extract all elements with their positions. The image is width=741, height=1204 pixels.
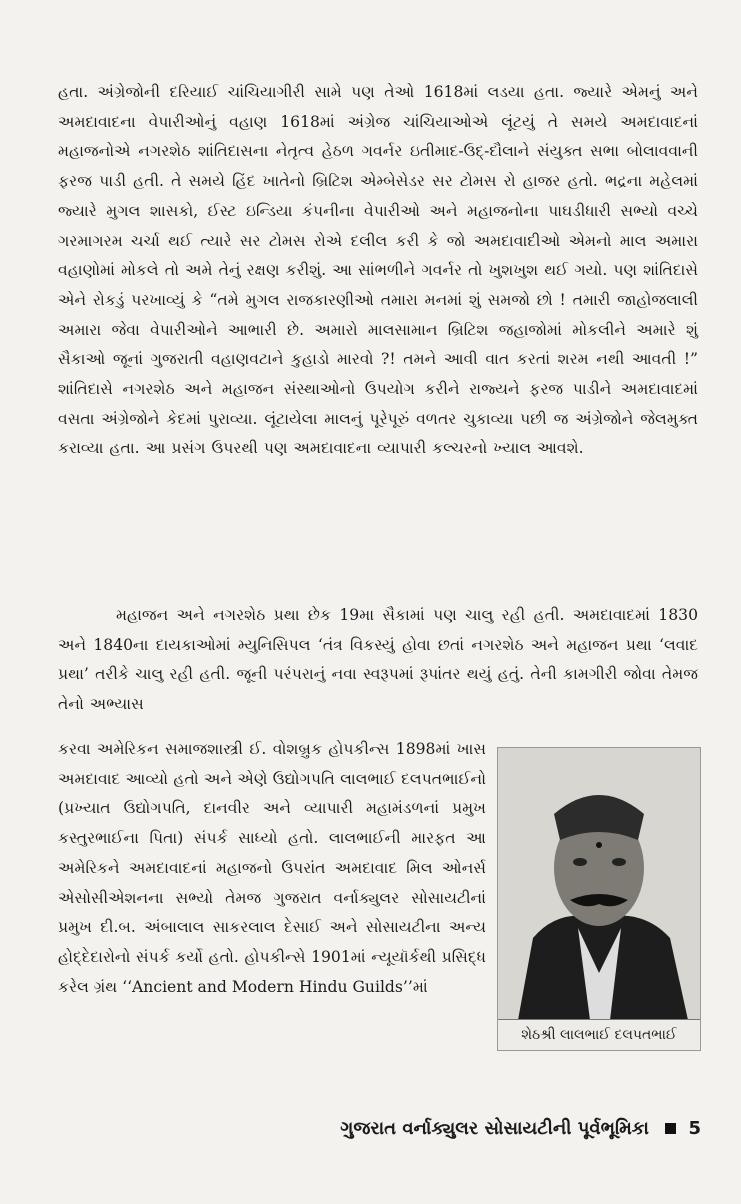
running-footer-title: ગુજરાત વર્નાક્યુલર સોસાયટીની પૂર્વભૂમિકા — [340, 1118, 649, 1139]
portrait-figure — [497, 747, 701, 1051]
portrait-photo — [498, 748, 700, 1020]
portrait-caption: શેઠશ્રી લાલભાઈ દલપતભાઈ — [498, 1019, 700, 1050]
square-bullet-icon — [665, 1123, 676, 1134]
body-paragraph-2: મહાજન અને નગરશેઠ પ્રથા છેક 19મા સૈકામાં પણ ચાલુ રહી હતી. અમદાવાદમાં 1830 અને 1840ના દાયકાઓમાં મ્યુનિસિપલ ‘તંત્ર વિકસ્યું હોવા છતાં નગરશેઠ અને મહાજન પ્રથા ‘લવાદ પ્રથા’ તરીકે ચાલુ રહી હતી. જૂની પરંપરાનું નવા સ્વરૂપમાં રૂપાંતર થયું હતું. તેની કામગીરી જોવા તેમજ તેનો અભ્યાસ — [58, 606, 698, 714]
body-paragraph-3: કરવા અમેરિકન સમાજશાસ્ત્રી ઈ. વોશબ્રુક હોપકીન્સ 1898માં ખાસ અમદાવાદ આવ્યો હતો અને એણે ઉદ્યોગપતિ લાલભાઈ દલપતભાઈનો (પ્રખ્યાત ઉદ્યોગપતિ, દાનવીર અને વ્યાપારી મહામંડળનાં પ્રમુખ કસ્તુરભાઈના પિતા) સંપર્ક સાધ્યો હતો. લાલભાઈની મારફત આ અમેરિકને અમદાવાદનાં મહાજનો ઉપરાંત અમદાવાદ મિલ ઓનર્સ એસોસીએશનના સભ્યો તેમજ ગુજરાત વર્નાક્યુલર સોસાયટીનાં પ્રમુખ દી.બ. અંબાલાલ સાકરલાલ દેસાઈ અને સોસાયટીના અન્ય હોદ્દેદારોનો સંપર્ક કર્યો હતો. હોપકીન્સે 1901માં ન્યૂયૉર્કથી પ્રસિદ્ધ કરેલ ગ્રંથ ‘‘Ancient and Modern Hindu Guilds’’માં — [58, 740, 486, 996]
page-footer — [300, 1118, 701, 1139]
body-paragraph-1: હતા. અંગ્રેજોની દરિયાઈ ચાંચિયાગીરી સામે પણ તેઓ 1618માં લડયા હતા. જ્યારે એમનું અને અમદાવાદના વેપારીઓનું વહાણ 1618માં અંગ્રેજ ચાંચિયાઓએ લૂંટયું તે સમયે અમદાવાદનાં મહાજનોએ નગરશેઠ શાંતિદાસના નેતૃત્વ હેઠળ ગવર્નર ઇતીમાદ-ઉદ્-દૌલાને સંયુક્ત સભા બોલાવવાની ફરજ પાડી હતી. તે સમયે હિંદ ખાતેનો બ્રિટિશ એમ્બેસેડર સર ટોમસ રો હાજર હતો. ભદ્રના મહેલમાં જ્યારે મુગલ શાસકો, ઈસ્ટ ઇન્ડિયા કંપનીના વેપારીઓ અને મહાજનોના પાઘડીધારી સભ્યો વચ્ચે ગરમાગરમ ચર્ચા થઈ ત્યારે સર ટોમસ રોએ દલીલ કરી કે જો અમદાવાદીઓ એમનો માલ અમારા વહાણોમાં મોકલે તો અમે તેનું રક્ષણ કરીશું. આ સાંભળીને ગવર્નર તો ખુશખુશ થઈ ગયો. પણ શાંતિદાસે એને રોકડું પરખાવ્યું કે “તમે મુગલ રાજકારણીઓ તમારા મનમાં શું સમજો છો ! તમારી જાહોજલાલી અમારા જેવા વેપારીઓને આભારી છે. અમારો માલસામાન બ્રિટિશ જહાજોમાં મોકલીને અમારે શું સૈકાઓ જૂનાં ગુજરાતી વહાણવટાને કુહાડો મારવો ?! તમને આવી વાત કરતાં શરમ નથી આવતી !” શાંતિદાસે નગરશેઠ અને મહાજન સંસ્થાઓનો ઉપયોગ કરીને રાજ્યને ફરજ પાડીને અમદાવાદમાં વસતા અંગ્રેજોને કેદમાં પુરાવ્યા. લૂંટાયેલા માલનું પૂરેપૂરું વળતર ચુકાવ્યા પછી જ અંગ્રેજોને જેલમુક્ત કરાવ્યા હતા. આ પ્રસંગ ઉપરથી પણ અમદાવાદના વ્યાપારી કલ્ચરનો ખ્યાલ આવશે. — [58, 83, 698, 458]
page-number: 5 — [688, 1118, 701, 1139]
